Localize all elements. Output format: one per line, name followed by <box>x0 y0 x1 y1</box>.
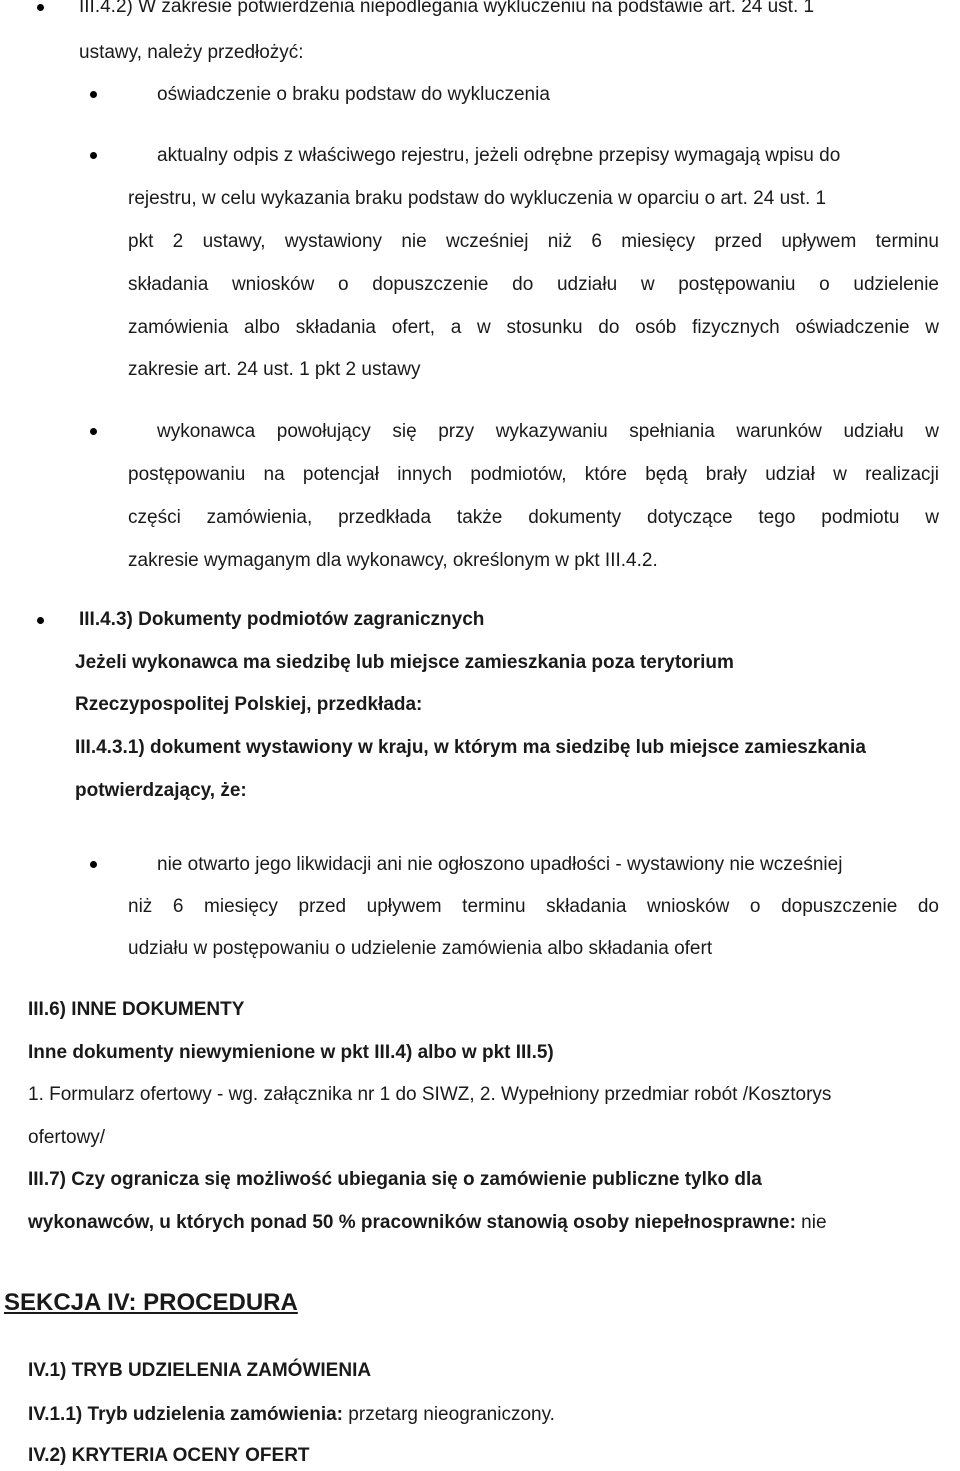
bullet <box>37 617 44 624</box>
list-item-line: postępowaniu na potencjał innych podmiotów, które będą brały udział w realizacji <box>128 464 939 485</box>
list-item: wykonawca powołujący się przy wykazywaniu spełniania warunków udziału w <box>157 421 939 442</box>
bullet <box>90 91 97 98</box>
list-item-line: niż 6 miesięcy przed upływem terminu składania wniosków o dopuszczenie do <box>128 896 939 917</box>
bullet <box>90 861 97 868</box>
section-heading: III.7) Czy ogranicza się możliwość ubiegania się o zamówienie publiczne tylko dla <box>28 1169 762 1190</box>
list-item-line: pkt 2 ustawy, wystawiony nie wcześniej niż 6 miesięcy przed upływem terminu <box>128 231 939 252</box>
field-value: przetarg nieograniczony. <box>343 1404 555 1425</box>
bullet <box>90 428 97 435</box>
paragraph-line: ofertowy/ <box>28 1127 106 1148</box>
list-item-line: części zamówienia, przedkłada także dokumenty dotyczące tego podmiotu w <box>128 507 939 528</box>
list-item-line: zamówienia albo składania ofert, a w stosunku do osób fizycznych oświadczenie w <box>128 317 939 338</box>
paragraph-line: Rzeczypospolitej Polskiej, przedkłada: <box>75 694 423 715</box>
bullet <box>90 152 97 159</box>
paragraph-line <box>28 1403 555 1427</box>
list-item-line: zakresie art. 24 ust. 1 pkt 2 ustawy <box>128 359 421 380</box>
list-item: nie otwarto jego likwidacji ani nie ogłoszono upadłości - wystawiony nie wcześniej <box>157 854 843 875</box>
section-title: SEKCJA IV: PROCEDURA <box>4 1289 298 1316</box>
list-item-line: zakresie wymaganym dla wykonawcy, określonym w pkt III.4.2. <box>128 550 658 571</box>
field-label: IV.1.1) Tryb udzielenia zamówienia: <box>28 1404 344 1425</box>
section-heading: IV.2) KRYTERIA OCENY OFERT <box>28 1445 310 1466</box>
section-heading: III.4.3) Dokumenty podmiotów zagranicznych <box>79 609 485 630</box>
list-item: aktualny odpis z właściwego rejestru, jeżeli odrębne przepisy wymagają wpisu do <box>157 145 841 166</box>
paragraph-line: 1. Formularz ofertowy - wg. załącznika nr 1 do SIWZ, 2. Wypełniony przedmiar robót /Kosztorys <box>28 1084 832 1105</box>
paragraph-line: III.4.3.1) dokument wystawiony w kraju, w którym ma siedzibę lub miejsce zamieszkania <box>75 737 866 758</box>
list-item-line: udziału w postępowaniu o udzielenie zamówienia albo składania ofert <box>128 938 713 959</box>
paragraph-line: III.4.2) W zakresie potwierdzenia niepodlegania wykluczeniu na podstawie art. 24 ust. 1 <box>79 0 815 17</box>
bullet <box>37 4 44 11</box>
paragraph-line: ustawy, należy przedłożyć: <box>79 42 304 63</box>
section-heading: IV.1) TRYB UDZIELENIA ZAMÓWIENIA <box>28 1360 372 1381</box>
paragraph-line: potwierdzający, że: <box>75 780 247 801</box>
list-item: oświadczenie o braku podstaw do wykluczenia <box>157 84 550 105</box>
paragraph-line <box>28 1211 827 1235</box>
sub-heading: Inne dokumenty niewymienione w pkt III.4) albo w pkt III.5) <box>28 1042 554 1063</box>
question-text: wykonawców, u których ponad 50 % pracowników stanowią osoby niepełnosprawne: <box>28 1212 796 1233</box>
answer-text: nie <box>795 1212 827 1233</box>
list-item-line: rejestru, w celu wykazania braku podstaw do wykluczenia w oparciu o art. 24 ust. 1 <box>128 188 827 209</box>
paragraph-line: Jeżeli wykonawca ma siedzibę lub miejsce zamieszkania poza terytorium <box>75 652 734 673</box>
section-heading: III.6) INNE DOKUMENTY <box>28 999 245 1020</box>
list-item-line: składania wniosków o dopuszczenie do udziału w postępowaniu o udzielenie <box>128 274 939 295</box>
